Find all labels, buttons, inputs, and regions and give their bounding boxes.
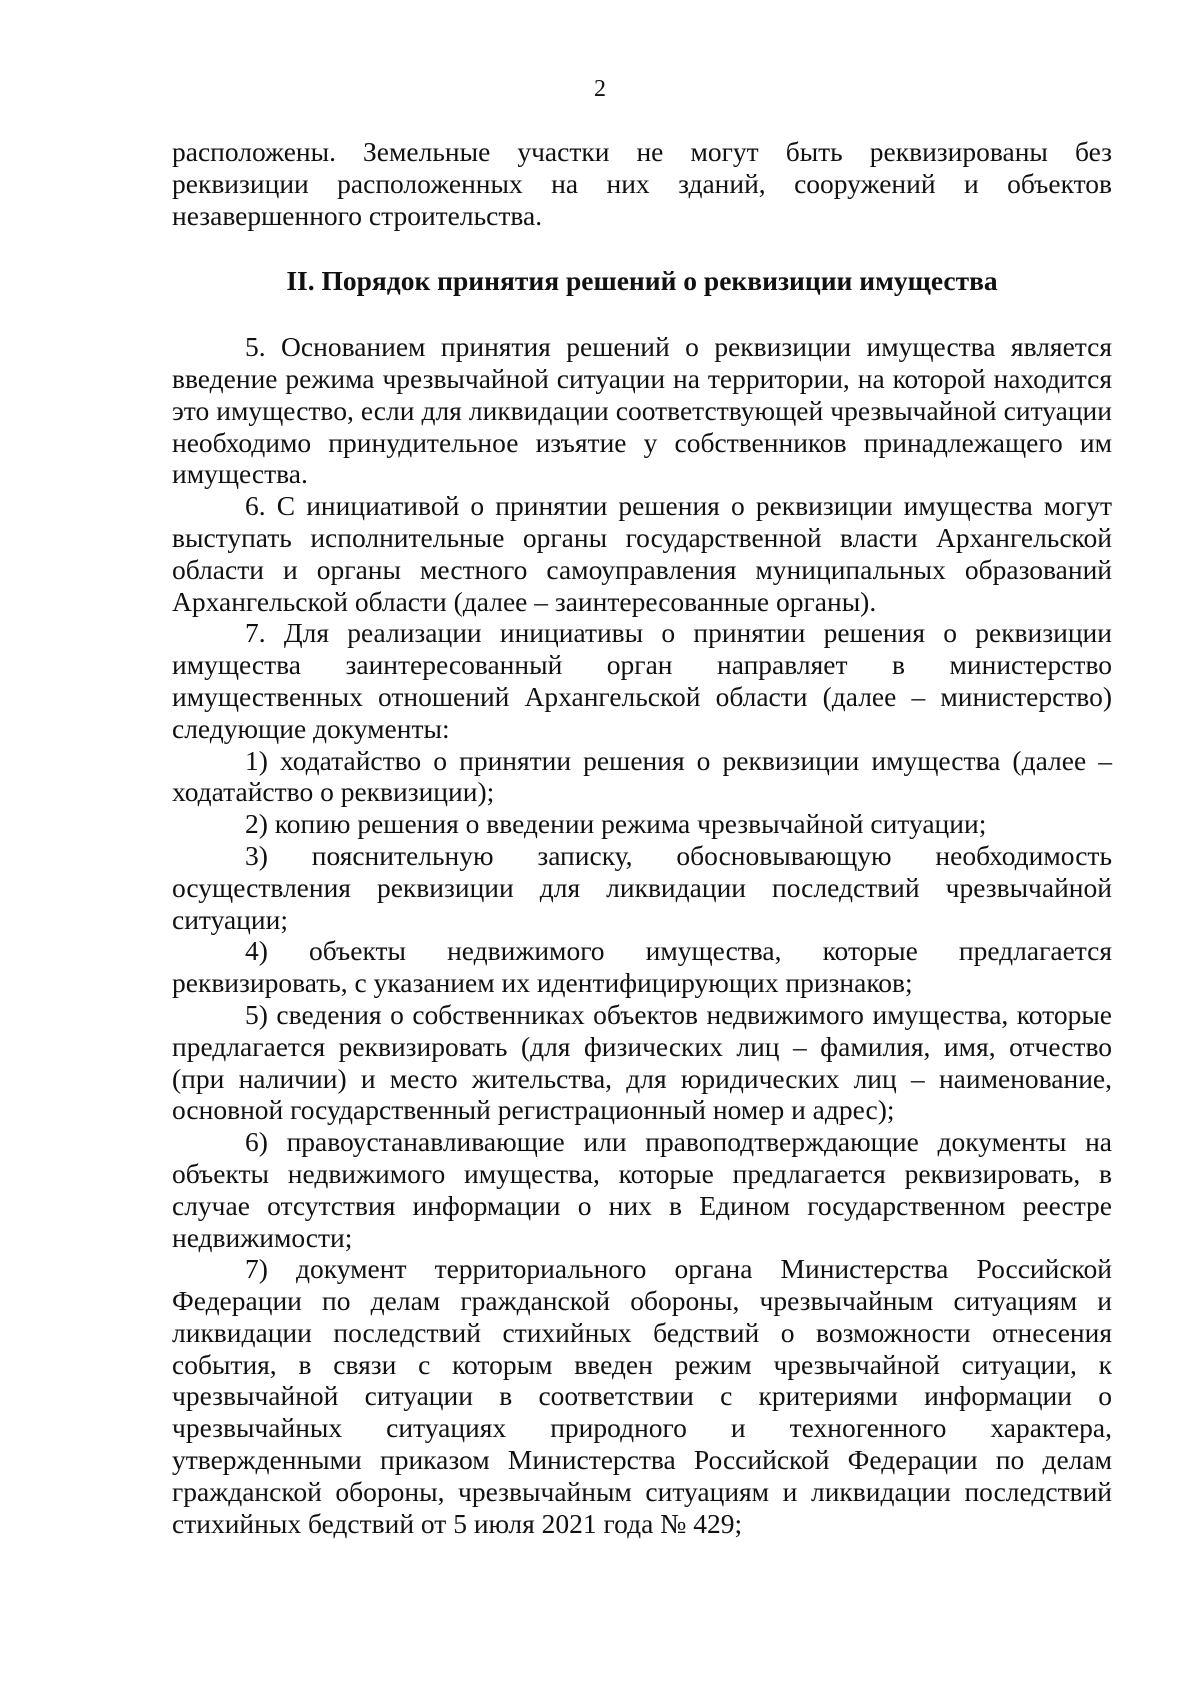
list-item-7: 7) документ территориального органа Министерства Российской Федерации по делам гражданской обороны, чрезвычайным ситуациям и ликвидации последствий стихийных бедствий о возможности отнесения события, в связи с которым введен режим чрезвычайной ситуации, к чрезвычайной ситуации в соответствии с критериями информации о чрезвычайных ситуациях природного и техногенного характера, утвержденными приказом Министерства Российской Федерации по делам гражданской обороны, чрезвычайным ситуациям и ликвидации последствий стихийных бедствий от 5 июля 2021 года № 429; xyxy=(172,1253,1112,1539)
list-item-5: 5) сведения о собственниках объектов недвижимого имущества, которые предлагается реквизировать (для физических лиц – фамилия, имя, отчество (при наличии) и место жительства, для юридических лиц – наименование, основной государственный регистрационный номер и адрес); xyxy=(172,998,1112,1126)
paragraph-6: 6. С инициативой о принятии решения о реквизиции имущества могут выступать исполнительные органы государственной власти Архангельской области и органы местного самоуправления муниципальных образований Архангельской области (далее – заинтересованные органы). xyxy=(172,490,1112,617)
paragraph-5: 5. Основанием принятия решений о реквизиции имущества является введение режима чрезвычайной ситуации на территории, на которой находится это имущество, если для ликвидации соответствующей чрезвычайной ситуации необходимо принудительное изъятие у собственников принадлежащего им имущества. xyxy=(172,331,1112,490)
section-heading: II. Порядок принятия решений о реквизиции имущества xyxy=(286,265,998,297)
page-number: 2 xyxy=(594,76,606,102)
list-item-2: 2) копию решения о введении режима чрезвычайной ситуации; xyxy=(245,808,987,840)
list-item-3: 3) пояснительную записку, обосновывающую необходимость осуществления реквизиции для ликвидации последствий чрезвычайной ситуации; xyxy=(172,839,1112,935)
intro-paragraph: расположены. Земельные участки не могут быть реквизированы без реквизиции расположенных на них зданий, сооружений и объектов незавершенного строительства. xyxy=(172,136,1112,231)
list-item-4: 4) объекты недвижимого имущества, которые предлагается реквизировать, с указанием их идентифицирующих признаков; xyxy=(172,935,1112,999)
list-item-1: 1) ходатайство о принятии решения о реквизиции имущества (далее – ходатайство о реквизиции); xyxy=(172,744,1112,808)
document-body xyxy=(172,136,1112,1539)
paragraph-7: 7. Для реализации инициативы о принятии решения о реквизиции имущества заинтересованный орган направляет в министерство имущественных отношений Архангельской области (далее – министерство) следующие документы: xyxy=(172,617,1112,744)
list-item-6: 6) правоустанавливающие или правоподтверждающие документы на объекты недвижимого имущества, которые предлагается реквизировать, в случае отсутствия информации о них в Едином государственном реестре недвижимости; xyxy=(172,1126,1112,1253)
